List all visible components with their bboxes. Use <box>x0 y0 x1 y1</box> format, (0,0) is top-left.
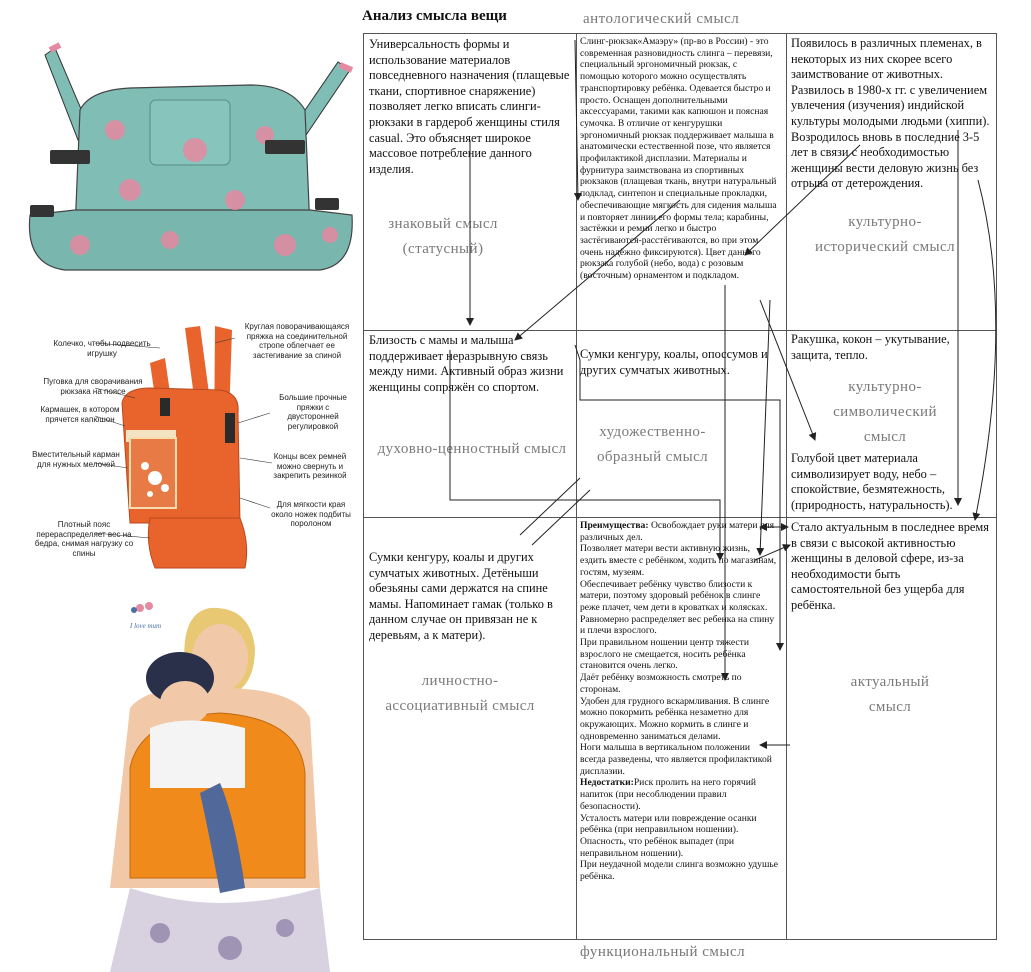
advantage-item: Равномерно распределяет вес ребенка на спину и плечи взрослого. <box>580 613 775 637</box>
mother-baby-photo <box>70 588 350 972</box>
callout-buckles: Большие прочные пряжки с двусторонней регулировкой <box>279 393 347 431</box>
callout-padding: Для мягкости края около ножек подбиты поролоном <box>271 500 351 528</box>
callout-swivel-buckle: Круглая поворачивающаяся пряжка на соединительной стропе облегчает ее застегивание за спиной <box>244 322 350 360</box>
callout-hood-pocket: Кармашек, в котором прячется капюшон <box>40 405 120 424</box>
disadvantage-item: Риск пролить на него горячий напиток (при несоблюдении правил безопасности). <box>580 777 756 812</box>
sign-sense-label: знаковый смысл (статусный) <box>388 216 498 257</box>
spiritual-value-text: Близость с мамы и малыша поддерживает неразрывную связь между ними. Активный образ жизни женщины сопряжён со спортом. <box>369 333 564 394</box>
cultural-symbol-label: культурно-символический смысл <box>833 379 937 445</box>
advantage-item: Обеспечивает ребёнку чувство близости к матери, поэтому здоровый ребёнок в слинге реже плачет, чем дети в кроватках и колясках. <box>580 578 768 613</box>
artistic-image-label: художественно-образный смысл <box>596 424 709 465</box>
advantages-title: Преимущества: <box>580 520 649 531</box>
functional-sense-footer: функциональный смысл <box>580 944 746 960</box>
cultural-history-label: культурно-исторический смысл <box>815 214 955 255</box>
color-symbol-text: Голубой цвет материала символизирует воду, небо – спокойствие, безмятежность, (природность, натуральность). <box>791 451 953 512</box>
advantage-item: При правильном ношении центр тяжести взрослого не смещается, носить ребёнка становится очень легко. <box>580 637 749 672</box>
actual-sense-text: Стало актуальным в последнее время в связи с высокой активностью женщины в деловой сфере, из-за необходимости быть самостоятельной без ущерба для ребёнка. <box>791 520 989 612</box>
spiritual-value-label: духовно-ценностный смысл <box>377 441 567 457</box>
cultural-symbol-text: Ракушка, кокон – укутывание, защита, тепло. <box>791 332 950 362</box>
disadvantages-block <box>580 777 778 812</box>
advantage-item: Позволяет матери вести активную жизнь, ездить вместе с ребёнком, ходить по магазинам, гостям, музеям. <box>580 543 777 578</box>
document-title: Анализ смысла вещи <box>362 8 507 24</box>
advantage-item: Даёт ребёнку возможность смотреть по сторонам. <box>580 672 742 695</box>
actual-sense-label: актуальный смысл <box>850 674 930 715</box>
callout-pocket: Вместительный карман для нужных мелочей <box>32 450 120 469</box>
personal-association-text: Сумки кенгуру, коалы и других сумчатых животных. Детёныши обезьяны сами держатся на спине мамы. Напоминает гамак (только в данном случае он привязан не к деревьям, а к матери). <box>369 550 553 642</box>
personal-association-label: личностно-ассоциативный смысл <box>385 673 535 714</box>
disadvantages-title: Недостатки: <box>580 777 634 789</box>
callout-ring: Колечко, чтобы подвесить игрушку <box>53 339 151 358</box>
ontological-sense-header: антологический смысл <box>583 11 740 27</box>
ontological-description: Слинг-рюкзак«Амаэру» (пр-во в России) - это современная разновидность слинга – перевязи, специальный эргономичный рюкзак, с помощью которого можно осуществлять транспортировку ребёнка. Одевается быстро и просто. Оснащен дополнительными аксессуарами, такими как капюшон и поясная сумочка. В отличие от кенгурушки эргономичный рюкзак поддерживает малыша в анатомически естественной позе, что является профилактикой дисплазии. Материалы и фурнитура заимствована из спортивных рюкзаков (плащевая ткань, внутри натуральный подклад, синтепон и специальные прокладки, обеспечивающие мягкость для сидения малыша и повторяет линии его формы тела; карабины, застёжки и ремни легко и быстро застёгиваются-расстёгиваются, во при этом очень надёжно фиксируются). Цвет данного рюкзака голубой (небо, вода) с розовым (восточным) орнаментом и подкладом. <box>580 36 777 282</box>
disadvantage-item: При неудачной модели слинга возможно удушье ребёнка. <box>580 859 778 883</box>
cultural-history-text: Появилось в различных племенах, в некоторых из них скорее всего заимствование от животных. Развилось в 1980-х гг. с увеличением увлечения (изучения) индийской культуры молодыми людьми (хиппи). Возродилось вновь в последние 3-5 лет в связи с необходимостью женщины вести деловую жизнь без отрыва от детерождения. <box>791 36 990 191</box>
disadvantage-item: Опасность, что ребёнок выпадет (при неправильном ношении). <box>580 835 735 859</box>
advantage-item: Освобождает руки матери для различных дел. <box>580 520 774 543</box>
callout-waist-belt: Плотный пояс перераспределяет вес на бедра, снимая нагрузку со спины <box>34 520 134 558</box>
advantage-item: Ноги малыша в вертикальном положении всегда разведены, что является профилактикой дисплазии. <box>580 742 772 777</box>
artistic-image-text: Сумки кенгуру, коалы, опоссумов и других сумчатых животных. <box>580 347 768 377</box>
callout-button: Пуговка для сворачивания рюкзака на поясе <box>43 377 143 396</box>
callout-straps: Концы всех ремней можно свернуть и закрепить резинкой <box>273 452 347 480</box>
sign-sense-text: Универсальность формы и использование материалов повседневного назначения (плащевые ткани, спортивное снаряжение) позволяет легко вписать слинги-рюкзаки в гардероб женщины стиля casual. Это объясняет широкое массовое потребление данного изделия. <box>369 37 570 176</box>
disadvantage-item: Усталость матери или повреждение осанки ребёнка (при неправильном ношении). <box>580 812 757 836</box>
advantage-item: Удобен для грудного вскармливания. В слинге можно покормить ребёнка незаметно для окружающих. Можно кормить в слинге и одновременно заниматься делами. <box>580 695 770 742</box>
teal-carrier-illustration <box>20 40 360 285</box>
photo-caption: I love mum <box>130 622 162 630</box>
advantages-block <box>580 520 778 543</box>
functional-list <box>580 520 778 883</box>
